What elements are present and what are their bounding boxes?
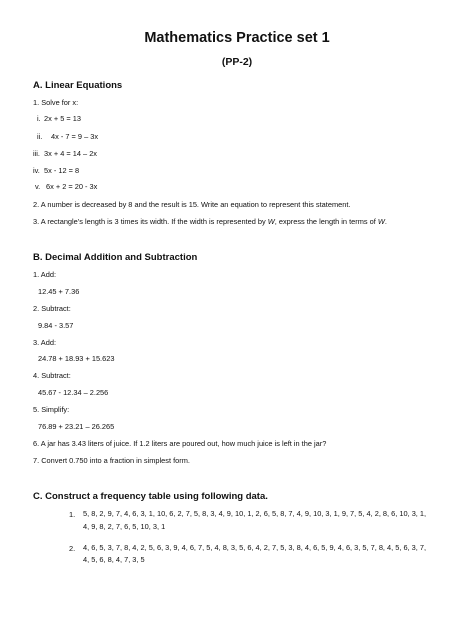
page-title: Mathematics Practice set 1 — [144, 30, 330, 46]
data-set-number: 2. — [69, 544, 76, 553]
equation-item: 4x - 7 = 9 – 3x — [51, 132, 99, 141]
section-b-q4: 4. Subtract: — [33, 371, 71, 380]
section-b-q1: 1. Add: — [33, 270, 57, 279]
section-b-q7: 7. Convert 0.750 into a fraction in simplest form. — [33, 456, 190, 465]
section-a-q1: 1. Solve for x: — [33, 98, 79, 107]
section-b-q2: 2. Subtract: — [33, 304, 71, 313]
equation-item: 2x + 5 = 13 — [44, 114, 81, 123]
item-label: v. — [35, 182, 41, 191]
item-label: i. — [37, 114, 41, 123]
data-set-2-line-1: 4, 6, 5, 3, 7, 8, 4, 2, 5, 6, 3, 9, 4, 6, 7, 5, 4, 8, 3, 5, 6, 4, 2, 7, 5, 3, 8, 4, 6, 5, 9, 4, 6, 3, 5, 7, 8, 4, 5, 6, 3, 7, — [83, 543, 427, 552]
data-set-1-line-2: 4, 9, 8, 2, 7, 6, 5, 10, 3, 1 — [83, 522, 166, 531]
section-b-q5-expression: 76.89 + 23.21 – 26.265 — [38, 422, 115, 431]
section-b-q5: 5. Simplify: — [33, 405, 70, 414]
data-set-number: 1. — [69, 510, 76, 519]
section-b-q4-expression: 45.67 - 12.34 – 2.256 — [38, 388, 109, 397]
item-label: iii. — [33, 149, 40, 158]
section-a-q2: 2. A number is decreased by 8 and the result is 15. Write an equation to represent this statement. — [33, 200, 351, 209]
data-set-2-line-2: 4, 5, 6, 8, 4, 7, 3, 5 — [83, 555, 145, 564]
equation-item: 3x + 4 = 14 – 2x — [44, 149, 98, 158]
item-label: ii. — [37, 132, 43, 141]
section-b-q3: 3. Add: — [33, 338, 57, 347]
page-subtitle: (PP-2) — [221, 56, 253, 68]
section-b-heading: B. Decimal Addition and Subtraction — [33, 252, 198, 263]
equation-item: 5x - 12 = 8 — [44, 166, 80, 175]
section-b-q2-expression: 9.84 - 3.57 — [38, 321, 74, 330]
equation-item: 6x + 2 = 20 - 3x — [46, 182, 98, 191]
section-b-q3-expression: 24.78 + 18.93 + 15.623 — [38, 354, 115, 363]
section-b-q1-expression: 12.45 + 7.36 — [38, 287, 80, 296]
item-label: iv. — [33, 166, 40, 175]
section-c-heading: C. Construct a frequency table using following data. — [33, 491, 268, 502]
section-a-q3: 3. A rectangle's length is 3 times its width. If the width is represented by W, express the length in terms of W. — [33, 217, 387, 226]
section-b-q6: 6. A jar has 3.43 liters of juice. If 1.2 liters are poured out, how much juice is left in the jar? — [33, 439, 327, 448]
data-set-1-line-1: 5, 8, 2, 9, 7, 4, 6, 3, 1, 10, 6, 2, 7, 5, 8, 3, 4, 9, 10, 1, 2, 6, 5, 8, 7, 4, 9, 10, 3, 1, 9, 7, 5, 4, 2, 8, 6, 10, 3, 1, — [83, 509, 427, 518]
section-a-heading: A. Linear Equations — [33, 80, 123, 91]
